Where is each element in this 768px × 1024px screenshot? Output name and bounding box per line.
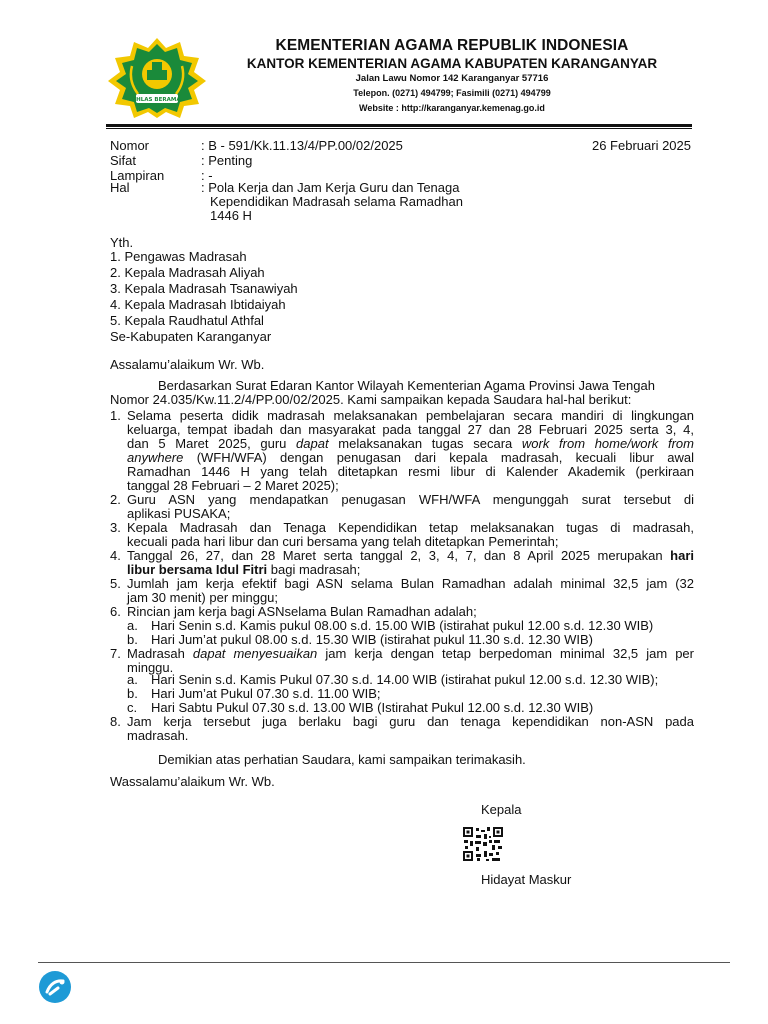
recipient-item: 1. Pengawas Madrasah bbox=[110, 249, 247, 264]
recipient-item: 3. Kepala Madrasah Tsanawiyah bbox=[110, 281, 298, 296]
sub-item-letter: b. bbox=[127, 632, 138, 647]
point-6-sub-item: Hari Senin s.d. Kamis pukul 08.00 s.d. 15.00 WIB (istirahat pukul 12.00 s.d. 12.30 WIB) bbox=[151, 618, 654, 633]
point-2-line: aplikasi PUSAKA; bbox=[127, 506, 231, 521]
point-1-line: Ramadhan 1446 H yang telah ditetapkan resmi libur di Kalender Akademik (perkiraan bbox=[127, 464, 694, 479]
footer-divider bbox=[38, 962, 730, 963]
sub-item-letter: b. bbox=[127, 686, 138, 701]
kemenag-logo bbox=[106, 36, 208, 118]
point-8-line: Jam kerja tersebut juga berlaku bagi guru dan tenaga kependidikan non-ASN pada bbox=[127, 714, 694, 729]
point-1-line: dan 5 Maret 2025, guru dapat melaksanakan tugas secara work from home/work from bbox=[127, 436, 694, 451]
recipient-region: Se-Kabupaten Karanganyar bbox=[110, 329, 272, 344]
point-7-sub-item: Hari Jum’at Pukul 07.30 s.d. 11.00 WIB; bbox=[151, 686, 381, 701]
intro-line: Nomor 24.035/Kw.11.2/4/PP.00/02/2025. Kami sampaikan kepada Saudara hal-hal berikut: bbox=[110, 392, 632, 407]
closing-greeting: Wassalamu’alaikum Wr. Wb. bbox=[110, 774, 275, 789]
point-3-line: Kepala Madrasah dan Tenaga Kependidikan tetap melaksanakan tugas di madrasah, bbox=[127, 520, 694, 535]
item-number: 6. bbox=[110, 604, 121, 619]
sub-item-letter: a. bbox=[127, 618, 138, 633]
point-1-line: tanggal 28 Februari – 2 Maret 2025); bbox=[127, 478, 339, 493]
point-8-line: madrasah. bbox=[127, 728, 189, 743]
point-4-line: libur bersama Idul Fitri bagi madrasah; bbox=[127, 562, 361, 577]
lampiran-label: Lampiran bbox=[110, 168, 165, 183]
point-7-sub-item: Hari Senin s.d. Kamis Pukul 07.30 s.d. 14.00 WIB (istirahat pukul 12.00 s.d. 12.30 WIB); bbox=[151, 672, 659, 687]
point-1-line: Selama peserta didik madrasah melaksanakan pembelajaran secara mandiri di lingkungan bbox=[127, 408, 694, 423]
sifat-label: Sifat bbox=[110, 153, 137, 168]
letterhead-rule bbox=[106, 124, 692, 127]
letterhead-rule-thin bbox=[106, 128, 692, 129]
hal-value-line2: Kependidikan Madrasah selama Ramadhan bbox=[210, 194, 463, 209]
point-5-line: jam 30 menit) per minggu; bbox=[127, 590, 279, 605]
letter-date: 26 Februari 2025 bbox=[591, 138, 691, 153]
recipient-item: 2. Kepala Madrasah Aliyah bbox=[110, 265, 265, 280]
hal-value-line3: 1446 H bbox=[210, 208, 252, 223]
item-number: 1. bbox=[110, 408, 121, 423]
item-number: 7. bbox=[110, 646, 121, 661]
point-6-sub-item: Hari Jum’at pukul 08.00 s.d. 15.30 WIB (istirahat pukul 11.30 s.d. 12.30 WIB) bbox=[151, 632, 593, 647]
point-7-line: Madrasah dapat menyesuaikan jam kerja dengan tetap berpedoman minimal 32,5 jam per bbox=[127, 646, 694, 661]
signatory-name: Hidayat Maskur bbox=[481, 872, 572, 887]
item-number: 5. bbox=[110, 576, 121, 591]
recipient-item: 5. Kepala Raudhatul Athfal bbox=[110, 313, 264, 328]
point-7-sub-item: Hari Sabtu Pukul 07.30 s.d. 13.00 WIB (Istirahat Pukul 12.00 s.d. 12.30 WIB) bbox=[151, 700, 594, 715]
hal-value: : Pola Kerja dan Jam Kerja Guru dan Tenaga bbox=[201, 180, 460, 195]
svg-text:IKHLAS BERAMAL: IKHLAS BERAMAL bbox=[129, 97, 185, 103]
item-number: 3. bbox=[110, 520, 121, 535]
point-2-line: Guru ASN yang mendapatkan penugasan WFH/WFA mengunggah surat tersebut di bbox=[127, 492, 694, 507]
greeting: Assalamu’alaikum Wr. Wb. bbox=[110, 357, 265, 372]
office-name: KANTOR KEMENTERIAN AGAMA KABUPATEN KARANGANYAR bbox=[246, 56, 658, 71]
scribd-logo-icon[interactable] bbox=[38, 970, 72, 1004]
lampiran-value: : - bbox=[201, 168, 213, 183]
ministry-name: KEMENTERIAN AGAMA REPUBLIK INDONESIA bbox=[275, 37, 629, 54]
nomor-label: Nomor bbox=[110, 138, 150, 153]
intro-line: Berdasarkan Surat Edaran Kantor Wilayah Kementerian Agama Provinsi Jawa Tengah bbox=[158, 378, 655, 393]
signature-title: Kepala bbox=[481, 802, 522, 817]
point-4-line: Tanggal 26, 27, dan 28 Maret serta tanggal 2, 3, 4, 7, dan 8 April 2025 merupakan hari bbox=[127, 548, 694, 563]
sub-item-letter: a. bbox=[127, 672, 138, 687]
office-website[interactable]: Website : http://karanganyar.kemenag.go.id bbox=[359, 103, 545, 113]
point-1-line: keluarga, tempat ibadah dan masyarakat pada tanggal 27 dan 28 Februari 2025 serta 3, 4, bbox=[127, 422, 694, 437]
nomor-value: : B - 591/Kk.11.13/4/PP.00/02/2025 bbox=[201, 138, 403, 153]
qr-code-signature bbox=[462, 826, 504, 862]
office-phone: Telepon. (0271) 494799; Fasimili (0271) 494799 bbox=[353, 88, 551, 98]
point-1-line: anywhere (WFH/WFA) dengan penugasan dari kepala madrasah, kecuali libur awal bbox=[127, 450, 694, 465]
point-3-line: kecuali pada hari libur dan curi bersama yang telah ditetapkan Pemerintah; bbox=[127, 534, 559, 549]
sifat-value: : Penting bbox=[201, 153, 253, 168]
point-5-line: Jumlah jam kerja efektif bagi ASN selama Bulan Ramadhan adalah minimal 32,5 jam (32 bbox=[127, 576, 694, 591]
point-7-line: minggu. bbox=[127, 660, 174, 675]
point-6-line: Rincian jam kerja bagi ASNselama Bulan Ramadhan adalah; bbox=[127, 604, 477, 619]
closing-sentence: Demikian atas perhatian Saudara, kami sampaikan terimakasih. bbox=[158, 752, 526, 767]
sub-item-letter: c. bbox=[127, 700, 138, 715]
hal-label: Hal bbox=[110, 180, 130, 195]
yth-label: Yth. bbox=[110, 235, 134, 250]
item-number: 4. bbox=[110, 548, 121, 563]
office-address: Jalan Lawu Nomor 142 Karanganyar 57716 bbox=[355, 73, 549, 84]
item-number: 8. bbox=[110, 714, 121, 729]
item-number: 2. bbox=[110, 492, 121, 507]
recipient-item: 4. Kepala Madrasah Ibtidaiyah bbox=[110, 297, 286, 312]
